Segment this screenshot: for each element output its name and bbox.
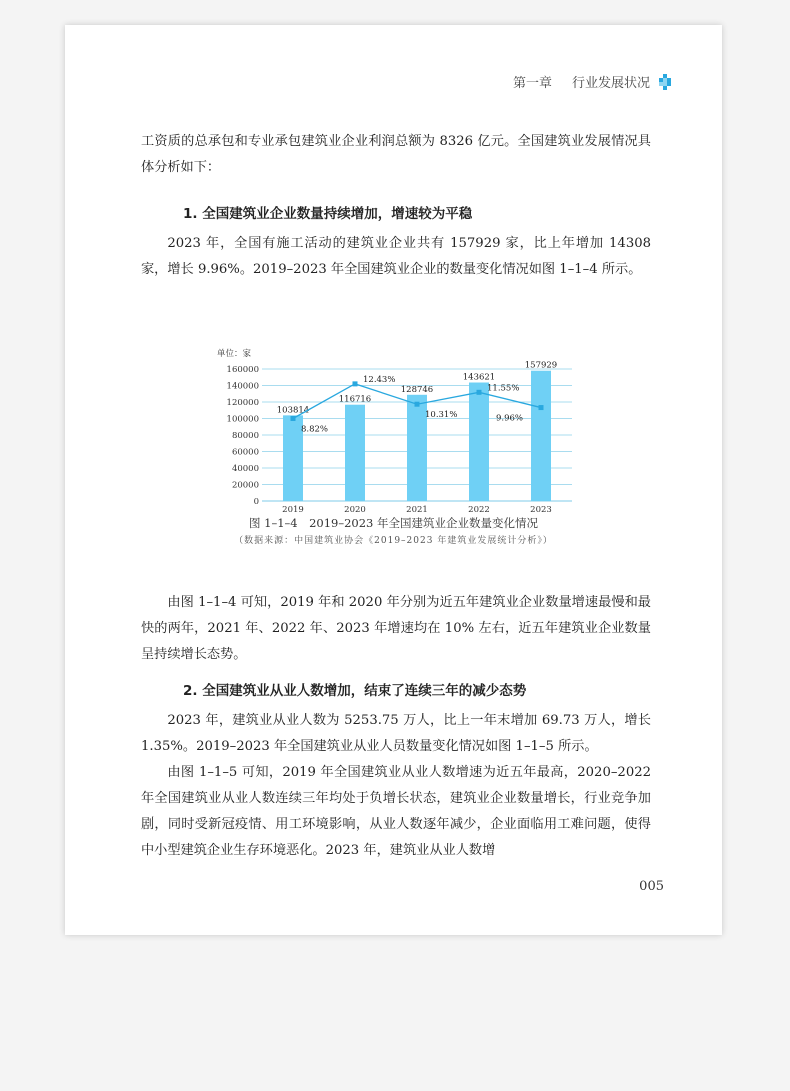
growth-marker <box>539 405 544 410</box>
running-header <box>513 72 674 91</box>
y-tick-label: 140000 <box>226 381 259 392</box>
y-tick-label: 120000 <box>226 398 259 408</box>
line-data-label: 9.96% <box>496 413 524 424</box>
section-heading: 1. 全国建筑业企业数量持续增加，增速较为平稳 <box>183 206 473 222</box>
bar-line-chart <box>65 317 722 517</box>
growth-marker <box>291 416 296 421</box>
bar <box>469 383 489 501</box>
line-data-label: 8.82% <box>301 424 329 435</box>
line-data-label: 10.31% <box>425 410 458 421</box>
paragraph: 2023 年，建筑业从业人数为 5253.75 万人，比上一年末增加 69.73 万人，增长 1.35%。2019–2023 年全国建筑业从业人员数量变化情况如图 1–1–5 所示。 <box>141 713 651 754</box>
paragraph: 由图 1–1–4 可知，2019 年和 2020 年分别为近五年建筑业企业数量增速最慢和最快的两年，2021 年、2022 年、2023 年增速均在 10% 左右，近五年建筑业企业数量呈持续增长态势。 <box>141 595 651 662</box>
y-tick-label: 100000 <box>226 414 259 425</box>
paragraph: 2023 年，全国有施工活动的建筑业企业共有 157929 家，比上年增加 14308 家，增长 9.96%。2019–2023 年全国建筑业企业的数量变化情况如图 1–1–4 所示。 <box>141 236 651 277</box>
bar-data-label: 116716 <box>338 394 372 405</box>
chapter-number: 第一章 <box>512 76 552 91</box>
bar <box>531 371 551 501</box>
paragraph: 工资质的总承包和专业承包建筑业企业利润总额为 8326 亿元。全国建筑业发展情况具体分析如下： <box>141 134 651 175</box>
growth-marker <box>415 402 420 407</box>
y-tick-label: 80000 <box>231 431 259 441</box>
bar-data-label: 128746 <box>400 384 434 395</box>
figure-caption: 图 1–1–4 2019–2023 年全国建筑业企业数量变化情况 <box>248 516 539 530</box>
bar <box>345 405 365 501</box>
paragraph: 由图 1–1–5 可知，2019 年全国建筑业从业人数增速为近五年最高，2020–2022 年全国建筑业从业人数连续三年均处于负增长状态，建筑业企业数量增长，行业竞争加剧，同时受新冠疫情、用工环境影响，从业人数逐年减少，企业面临用工难问题，使得中小型建筑企业生存环境恶化。2023 年，建筑业从业人数增 <box>141 765 651 858</box>
growth-marker <box>477 390 482 395</box>
y-tick-label: 60000 <box>231 447 259 458</box>
x-tick-label: 2020 <box>344 505 366 515</box>
x-tick-label: 2022 <box>468 505 490 515</box>
section-heading: 2. 全国建筑业从业人数增加，结束了连续三年的减少态势 <box>183 683 527 699</box>
document-page <box>65 25 722 935</box>
x-tick-label: 2019 <box>282 505 304 515</box>
bar <box>407 395 427 501</box>
y-tick-label: 40000 <box>231 464 259 474</box>
diamond-ornament-icon <box>656 73 674 91</box>
bar-data-label: 103814 <box>276 405 310 416</box>
x-tick-label: 2023 <box>530 505 552 515</box>
bar-data-label: 157929 <box>524 360 558 371</box>
growth-marker <box>353 381 358 386</box>
x-tick-label: 2021 <box>406 505 428 515</box>
y-tick-label: 160000 <box>226 365 259 375</box>
line-data-label: 12.43% <box>363 374 396 385</box>
bar <box>283 415 303 501</box>
bar-data-label: 143621 <box>462 372 496 383</box>
figure-source: （数据来源：中国建筑业协会《2019–2023 年建筑业发展统计分析》） <box>234 536 553 546</box>
page-number: 005 <box>639 879 664 894</box>
chapter-title: 行业发展状况 <box>571 76 650 91</box>
y-tick-label: 0 <box>253 497 259 507</box>
unit-label: 单位：家 <box>217 349 252 359</box>
y-tick-label: 20000 <box>231 480 259 491</box>
line-data-label: 11.55% <box>487 383 520 394</box>
